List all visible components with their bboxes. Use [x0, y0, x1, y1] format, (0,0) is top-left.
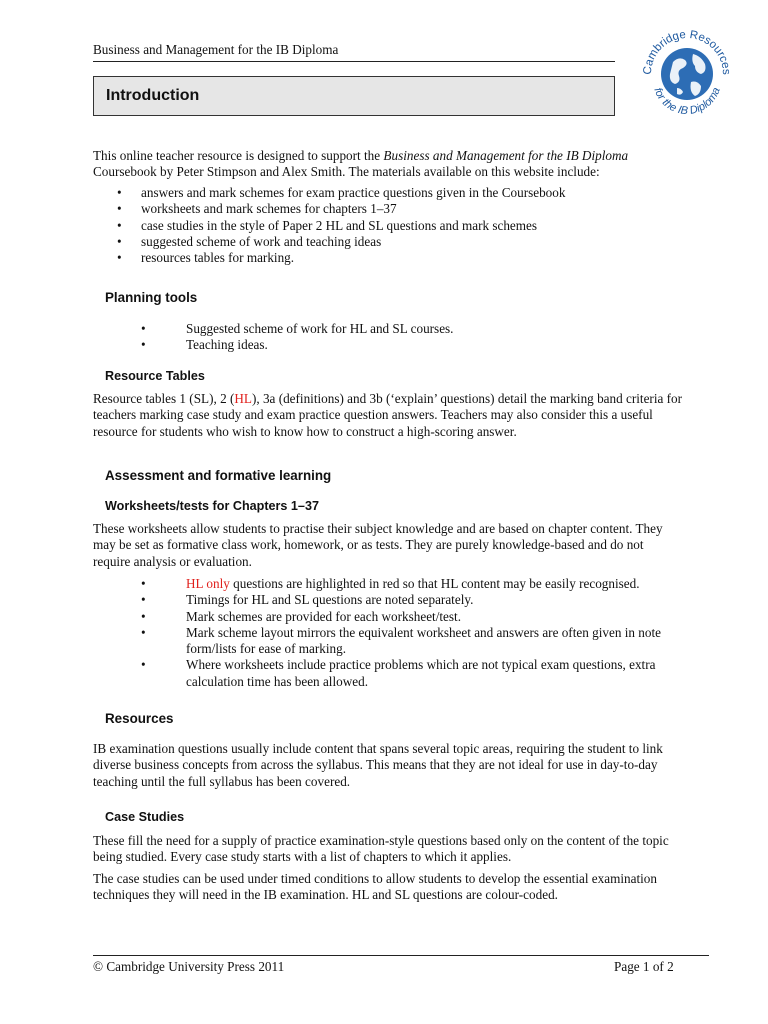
cambridge-resources-logo [637, 24, 737, 124]
list-item: • Mark schemes are provided for each worksheet/test. [138, 609, 698, 625]
resources-paragraph: IB examination questions usually include content that spans several topic areas, requiring the student to link diverse business concepts from across the syllabus. This means that they are not ideal for use in day-to-day teaching until the full syllabus has been covered. [93, 741, 663, 789]
hl-only-highlight: HL only [186, 576, 230, 591]
worksheets-heading: Worksheets/tests for Chapters 1–37 [105, 499, 319, 513]
case-studies-paragraph-2: The case studies can be used under timed conditions to allow students to develop the essential examination techniques they will need in the IB examination. HL and SL questions are colour-coded. [93, 871, 657, 903]
list-item: • Mark scheme layout mirrors the equivalent worksheet and answers are often given in note form/lists for ease of marking. [138, 625, 676, 658]
intro-paragraph [93, 148, 693, 181]
case-studies-paragraph-1: These fill the need for a supply of practice examination-style questions based only on the content of the topic being studied. Every case study starts with a list of chapters to which it applies. [93, 833, 669, 865]
resource-tables-text-2: ), 3a (definitions) and 3b (‘explain’ questions) detail the marking band criteria for teachers marking case study and exam practice question answers. Teachers may also consider this a useful resource for students who wish to know how to construct a high-scoring answer. [93, 391, 683, 439]
planning-tools-list [138, 321, 453, 354]
introduction-heading: Introduction [106, 87, 200, 104]
list-item: • resources tables for marking. [117, 250, 565, 266]
case-studies-heading: Case Studies [105, 810, 185, 824]
coursebook-title: Business and Management for the IB Diploma [383, 148, 629, 163]
list-item-text: questions are highlighted in red so that HL content may be easily recognised. [229, 576, 640, 591]
list-item: • Teaching ideas. [138, 337, 453, 353]
assessment-heading: Assessment and formative learning [105, 468, 332, 483]
list-item: • Suggested scheme of work for HL and SL courses. [138, 321, 453, 337]
planning-tools-heading: Planning tools [105, 290, 198, 305]
document-header-title: Business and Management for the IB Diploma [93, 42, 339, 57]
resources-heading: Resources [105, 711, 174, 726]
list-item: • case studies in the style of Paper 2 HL and SL questions and mark schemes [117, 218, 565, 234]
intro-text-rest: Coursebook by Peter Stimpson and Alex Smith. The materials available on this website include: [93, 164, 600, 180]
intro-text-start: This online teacher resource is designed to support the [93, 148, 384, 163]
list-item: • Timings for HL and SL questions are noted separately. [138, 592, 698, 608]
list-item: • worksheets and mark schemes for chapters 1–37 [117, 201, 565, 217]
logo-text-top: Cambridge Resources [641, 28, 733, 76]
list-item [138, 576, 698, 592]
list-item: • Where worksheets include practice problems which are not typical exam questions, extra calculation time has been allowed. [138, 657, 676, 690]
globe-logo-icon [637, 24, 737, 124]
list-item: • suggested scheme of work and teaching ideas [117, 234, 565, 250]
introduction-heading-box [93, 76, 615, 116]
list-item: • answers and mark schemes for exam practice questions given in the Coursebook [117, 185, 565, 201]
hl-highlight: HL [234, 391, 252, 406]
footer-page-number: Page 1 of 2 [614, 959, 674, 974]
resource-tables-paragraph [93, 391, 683, 440]
resource-tables-heading: Resource Tables [105, 369, 205, 383]
worksheets-paragraph: These worksheets allow students to practise their subject knowledge and are based on chapter content. They may be set as formative class work, homework, or as tests. They are purely knowledge-based and do not require analysis or evaluation. [93, 521, 663, 569]
footer-rule [93, 955, 709, 956]
worksheets-list [138, 576, 698, 690]
materials-list [117, 185, 565, 266]
footer-copyright: © Cambridge University Press 2011 [93, 959, 285, 974]
logo-text-bottom: for the IB Diploma [651, 85, 723, 118]
resource-tables-text-1: Resource tables 1 (SL), 2 ( [93, 391, 235, 406]
header-rule [93, 61, 615, 62]
